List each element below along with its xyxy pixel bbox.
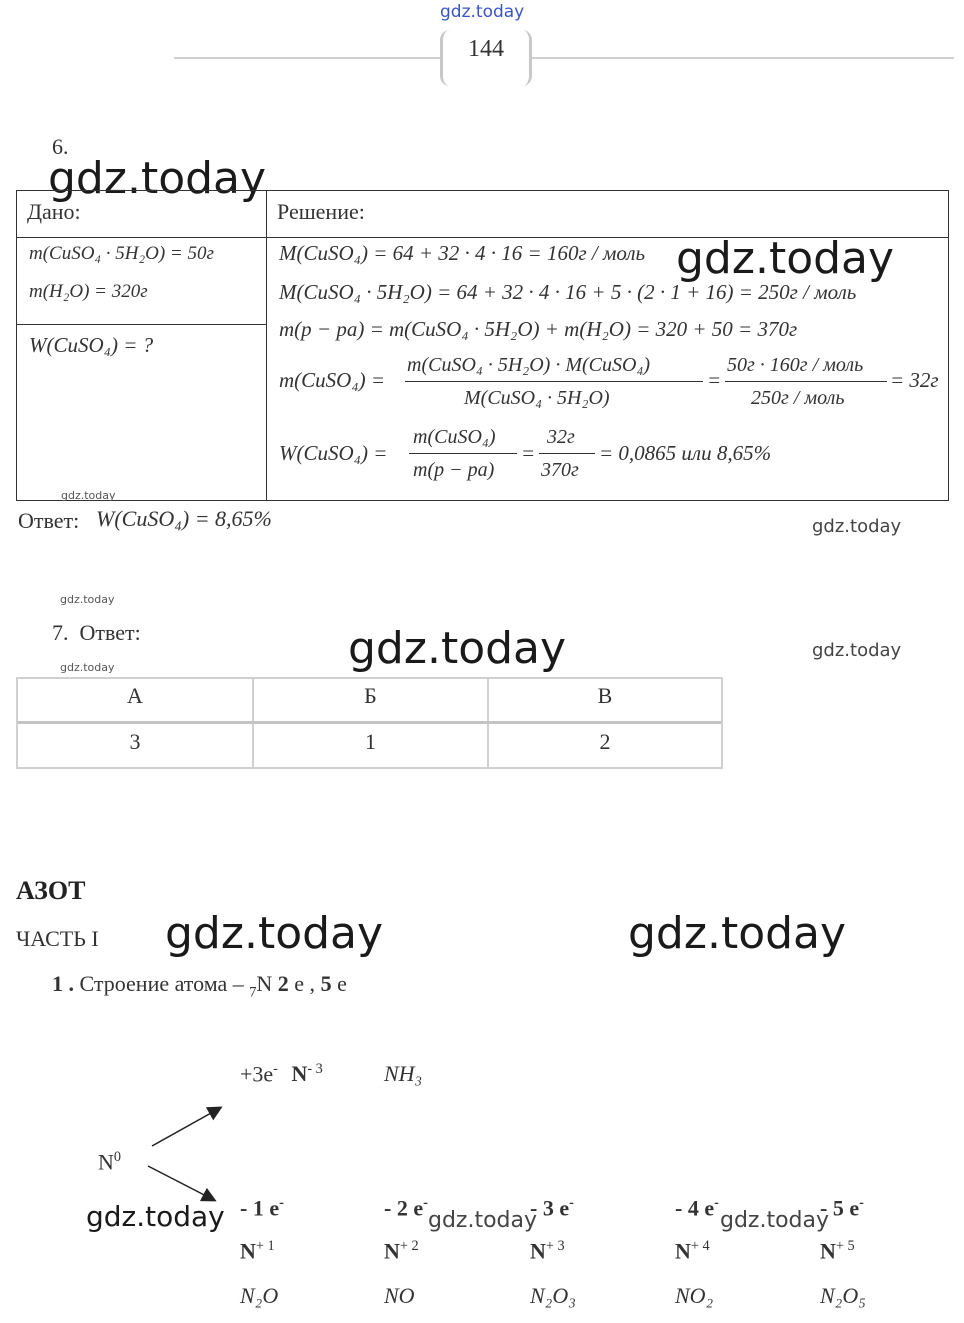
solution-line-4-result: = 32г (890, 368, 939, 392)
watermark: gdz.today (348, 623, 567, 674)
task7-label: 7. Ответ: (52, 620, 141, 645)
compound-no2: NO₂ (675, 1283, 714, 1308)
nitrogen-symbol: N (291, 1061, 308, 1087)
fraction-numerator: 50г · 160г / моль (727, 354, 864, 376)
page-number: 144 (468, 36, 504, 62)
find-item: W(CuSO₄) = ? (29, 333, 154, 357)
fraction-bar (725, 381, 887, 382)
watermark: gdz.today (48, 153, 267, 204)
compound-n2o: N₂O (240, 1283, 279, 1308)
solution-line-3: m(p − pa) = m(CuSO₄ · 5H₂O) + m(H₂O) = 320 + 50 = 370г (279, 317, 798, 341)
arrow-up (152, 1108, 220, 1146)
question-number: 1 . (52, 971, 74, 996)
watermark: gdz.today (61, 489, 116, 502)
reduction-branch: +3е- $N^{- 3}$ (240, 1061, 323, 1087)
fraction-denominator: M(CuSO₄ · 5H₂O) (464, 387, 610, 409)
compound-n2o3: N₂O₃ (530, 1283, 576, 1308)
equals-sign: = (707, 368, 722, 392)
table-header-b: Б (364, 683, 377, 708)
task6-number: 6. (52, 134, 69, 159)
table-cell-b: 1 (365, 729, 376, 754)
given-item: m(CuSO₄ · 5H₂O) = 50г (29, 243, 214, 264)
table-divider-header (18, 721, 721, 724)
question-1 (52, 971, 347, 1001)
solution-line-4-lhs: m(CuSO₄) = (279, 368, 386, 392)
watermark: gdz.today (628, 908, 847, 959)
watermark: gdz.today (676, 233, 895, 284)
solution-line-5-lhs: W(CuSO₄) = (279, 441, 388, 465)
solution-line-2: M(CuSO₄ · 5H₂O) = 64 + 32 · 4 · 16 + 5 · (2 · 1 + 16) = 250г / моль (279, 280, 857, 304)
task6-answer-label: Ответ: (18, 508, 80, 533)
watermark: gdz.today (812, 640, 902, 661)
solution-line-5-result: = 0,0865 или 8,65% (599, 441, 772, 465)
header-rule-left (174, 57, 440, 59)
fraction-bar (409, 453, 517, 454)
fraction-denominator: 370г (541, 459, 579, 481)
element-symbol: N (256, 971, 273, 996)
site-logo[interactable]: gdz.today (440, 2, 525, 22)
oxidation-state-4: $N^{+ 4}$ (675, 1238, 710, 1264)
fraction-numerator: m(CuSO₄ · 5H₂O) · M(CuSO₄) (407, 354, 651, 376)
fraction-denominator: m(p − pa) (413, 459, 495, 481)
header-rule-right (530, 57, 954, 59)
fraction-bar (539, 453, 595, 454)
section-title: АЗОТ (16, 876, 86, 905)
nitrogen-zero: $N^0$ (98, 1149, 122, 1175)
given-item: m(H₂O) = 320г (29, 281, 148, 302)
oxidation-state-2: $N^{+ 2}$ (384, 1238, 419, 1264)
task6-answer-value: W(CuSO₄) = 8,65% (96, 506, 272, 531)
fraction-numerator: m(CuSO₄) (413, 426, 496, 448)
task7-answer-table (16, 677, 723, 769)
given-header: Дано: (27, 199, 81, 224)
compound-n2o5: N₂O₅ (820, 1283, 866, 1308)
watermark: gdz.today (60, 661, 115, 674)
watermark: gdz.today (86, 1200, 225, 1233)
electron-count-1: 2 (277, 971, 289, 996)
electrons-lost-2: - 2 е- (384, 1195, 428, 1221)
solution-header: Решение: (277, 199, 365, 224)
table-header-c: В (597, 683, 613, 708)
question-text: Строение атома – (79, 971, 244, 996)
electrons-lost-4: - 4 е- (675, 1195, 719, 1221)
atomic-number: 7 (249, 984, 257, 1001)
table-header-a: А (127, 683, 143, 708)
fraction-denominator: 250г / моль (751, 387, 845, 409)
electrons-lost-3: - 3 е- (530, 1195, 574, 1221)
watermark: gdz.today (60, 593, 115, 606)
equals-sign: = (521, 441, 536, 465)
oxidation-state-5: $N^{+ 5}$ (820, 1238, 855, 1264)
fraction-bar (405, 381, 703, 382)
compound-nh3: NH₃ (384, 1061, 423, 1086)
electron-unit-1: е , (294, 971, 316, 996)
oxidation-state-3: $N^{+ 3}$ (530, 1238, 565, 1264)
section-part: ЧАСТЬ I (16, 926, 99, 951)
watermark: gdz.today (812, 516, 902, 537)
solution-line-1: M(CuSO₄) = 64 + 32 · 4 · 16 = 160г / моль (279, 241, 646, 265)
electrons-gained: +3е (240, 1061, 274, 1087)
watermark: gdz.today (165, 908, 384, 959)
oxidation-state-1: $N^{+ 1}$ (240, 1238, 275, 1264)
electrons-lost-1: - 1 е- (240, 1195, 284, 1221)
table-cell-c: 2 (599, 729, 611, 754)
electron-count-2: 5 (320, 971, 332, 996)
table-cell-a: 3 (129, 729, 141, 754)
arrow-down (148, 1166, 214, 1200)
arrows-svg (140, 1098, 230, 1208)
electrons-lost-5: - 5 е- (820, 1195, 864, 1221)
fraction-numerator: 32г (547, 426, 575, 448)
watermark: gdz.today (428, 1208, 538, 1233)
compound-no: NO (384, 1283, 415, 1308)
table-divider-given (17, 324, 266, 325)
watermark: gdz.today (720, 1208, 830, 1233)
oxidation-state: - 3 (307, 1061, 323, 1077)
electron-unit-2: е (337, 971, 347, 996)
